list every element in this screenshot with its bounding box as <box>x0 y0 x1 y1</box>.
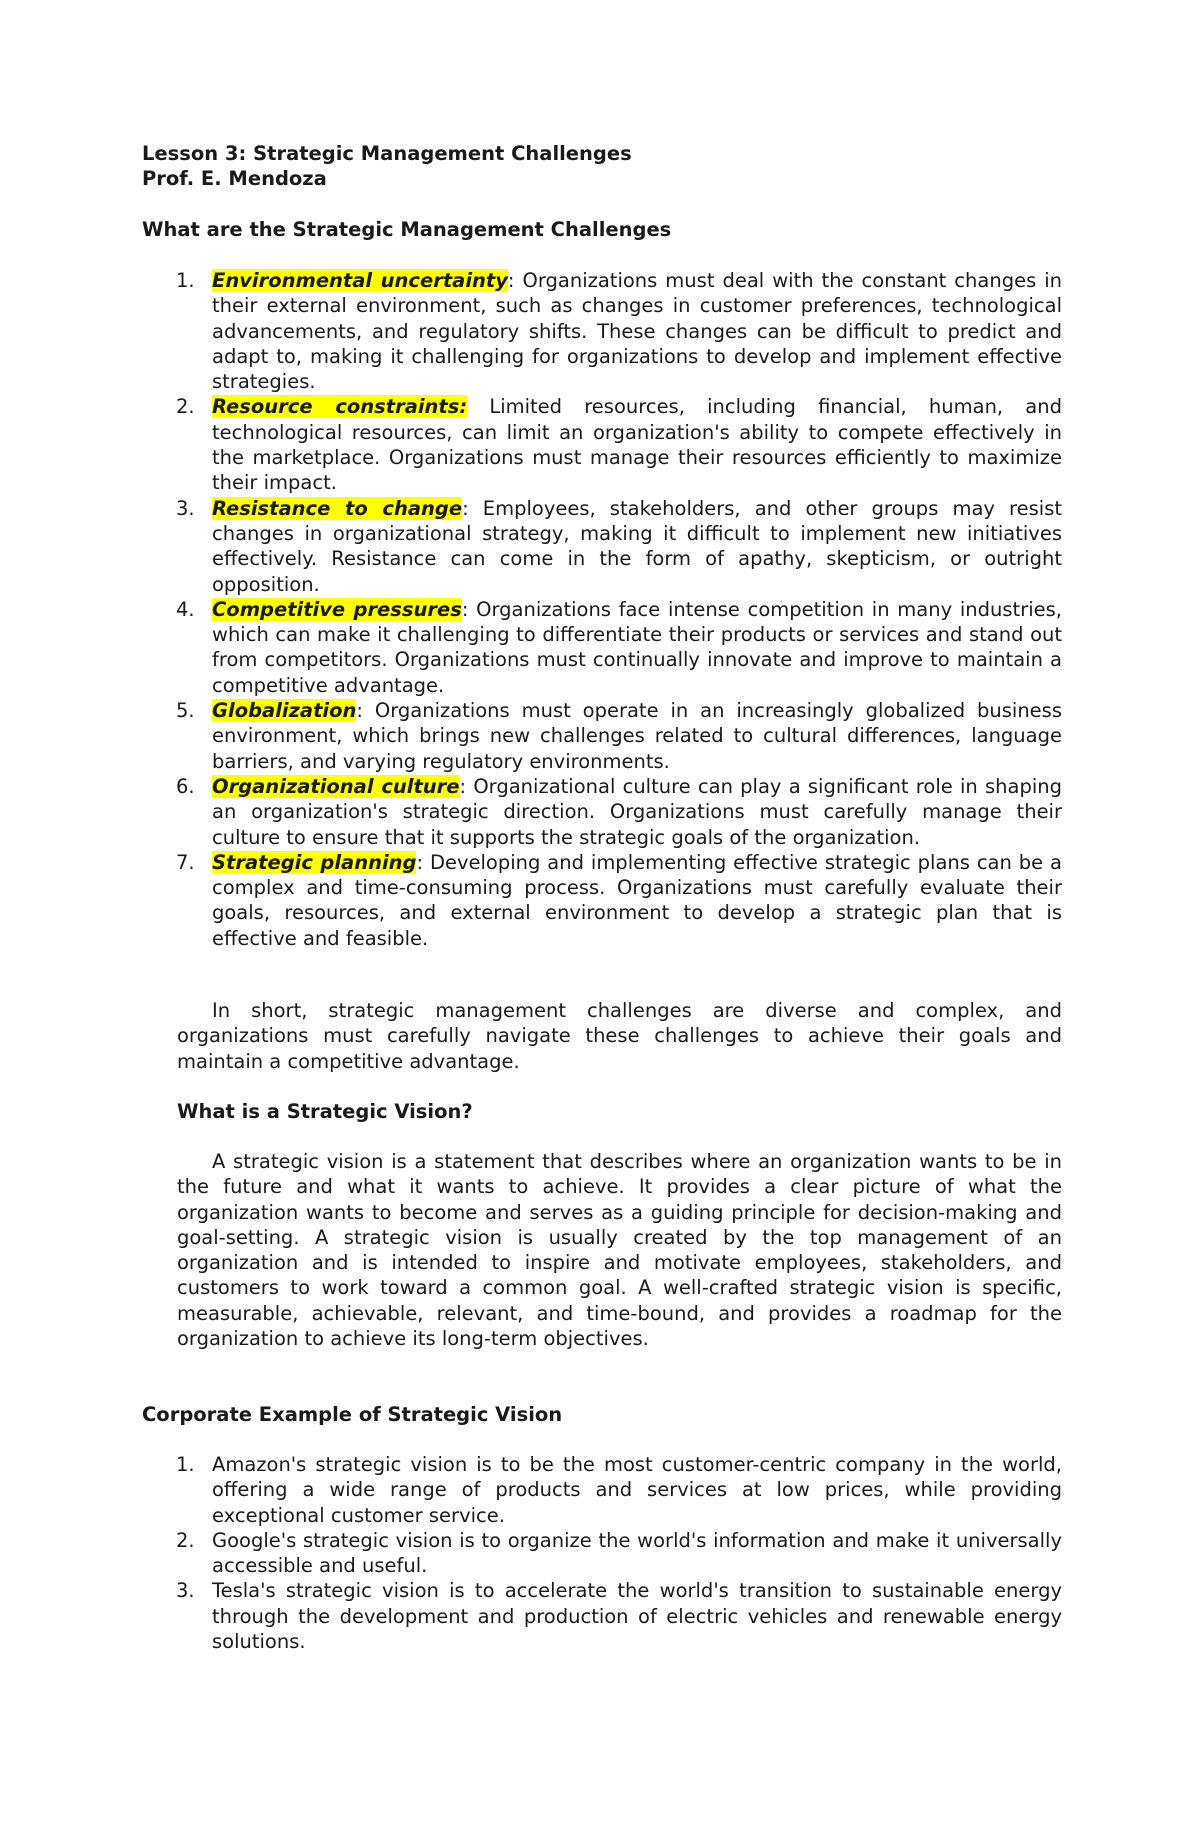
item-description: Organizations must operate in an increasingly globalized business environment, which brings new challenges related to cultural differences, language barriers, and varying regulatory environments. <box>212 699 1062 773</box>
list-number: 3. <box>176 1579 195 1603</box>
challenges-heading: What are the Strategic Management Challenges <box>142 218 672 241</box>
highlighted-term: Resistance to change <box>212 496 463 520</box>
list-number: 1. <box>176 269 195 292</box>
list-item <box>142 850 1062 951</box>
list-item <box>142 774 1062 850</box>
highlighted-term: Organizational culture <box>212 774 460 798</box>
example-text: Amazon's strategic vision is to be the most customer-centric company in the world, offering a wide range of products and services at low prices, while providing exceptional customer service. <box>212 1453 1062 1527</box>
lesson-title: Lesson 3: Strategic Management Challenges <box>142 142 632 165</box>
list-number: 4. <box>176 597 195 621</box>
highlighted-term: Strategic planning <box>212 850 417 874</box>
list-item <box>142 1578 1062 1654</box>
example-text: Tesla's strategic vision is to accelerate the world's transition to sustainable energy through the development and production of electric vehicles and renewable energy solutions. <box>212 1579 1062 1654</box>
examples-list <box>142 1452 1062 1654</box>
list-number: 5. <box>176 699 195 723</box>
list-number: 1. <box>176 1453 195 1476</box>
highlighted-term: Globalization <box>212 699 357 723</box>
term-separator: : <box>416 850 424 874</box>
highlighted-term: Resource constraints: <box>212 395 468 419</box>
item-description: Limited resources, including financial, human, and technological resources, can limit an organization's ability to compete effectively in the marketplace. Organizations must manage their resources efficiently to maximize their impact. <box>212 395 1062 495</box>
list-number: 7. <box>176 850 195 874</box>
term-separator: : <box>356 699 363 723</box>
list-number: 2. <box>176 395 195 419</box>
list-number: 2. <box>176 1528 195 1552</box>
list-item <box>142 268 1062 394</box>
item-description: Organizations face intense competition in many industries, which can make it challenging to differentiate their products or services and stand out from competitors. Organizations must continually innovate and improve to maintain a competitive advantage. <box>212 597 1062 697</box>
vision-heading: What is a Strategic Vision? <box>177 1100 473 1123</box>
example-text: Google's strategic vision is to organize the world's information and make it universally accessible and useful. <box>212 1528 1062 1578</box>
term-separator: : <box>507 269 515 292</box>
item-description: Employees, stakeholders, and other groups may resist changes in organizational strategy, making it difficult to implement new initiatives effectively. Resistance can come in the form of apathy, skepticism, or outright opposition. <box>212 496 1063 596</box>
highlighted-term: Competitive pressures <box>212 597 462 621</box>
list-item <box>142 1528 1062 1579</box>
challenges-summary: In short, strategic management challenges are diverse and complex, and organizations must carefully navigate these challenges to achieve their goals and maintain a competitive advantage. <box>177 999 1062 1073</box>
list-item <box>142 394 1062 495</box>
author-line: Prof. E. Mendoza <box>142 167 327 190</box>
item-description: Developing and implementing effective strategic plans can be a complex and time-consuming process. Organizations must carefully evaluate their goals, resources, and external environment to develop a strategic plan that is effective and feasible. <box>212 850 1062 950</box>
vision-body: A strategic vision is a statement that describes where an organization wants to be in the future and what it wants to achieve. It provides a clear picture of what the organization wants to become and serves as a guiding principle for decision-making and goal-setting. A strategic vision is usually created by the top management of an organization and is intended to inspire and motivate employees, stakeholders, and customers to work toward a common goal. A well-crafted strategic vision is specific, measurable, achievable, relevant, and time-bound, and provides a roadmap for the organization to achieve its long-term objectives. <box>177 1150 1062 1351</box>
list-item <box>142 597 1062 698</box>
examples-heading: Corporate Example of Strategic Vision <box>142 1403 563 1426</box>
list-item <box>142 698 1062 774</box>
term-separator: : <box>462 496 469 520</box>
challenges-list <box>142 268 1062 951</box>
term-separator: : <box>459 774 467 798</box>
item-description: Organizations must deal with the constant changes in their external environment, such as changes in customer preferences, technological advancements, and regulatory shifts. These changes can be difficult to predict and adapt to, making it challenging for organizations to develop and implement effective strategies. <box>212 269 1063 394</box>
term-separator: : <box>461 597 469 621</box>
list-item <box>142 496 1062 597</box>
item-description: Organizational culture can play a significant role in shaping an organization's strategic direction. Organizations must carefully manage their culture to ensure that it supports the strategic goals of the organization. <box>212 774 1062 849</box>
list-item <box>142 1452 1062 1528</box>
list-number: 6. <box>176 774 195 798</box>
highlighted-term: Environmental uncertainty <box>212 269 508 292</box>
list-number: 3. <box>176 496 195 520</box>
